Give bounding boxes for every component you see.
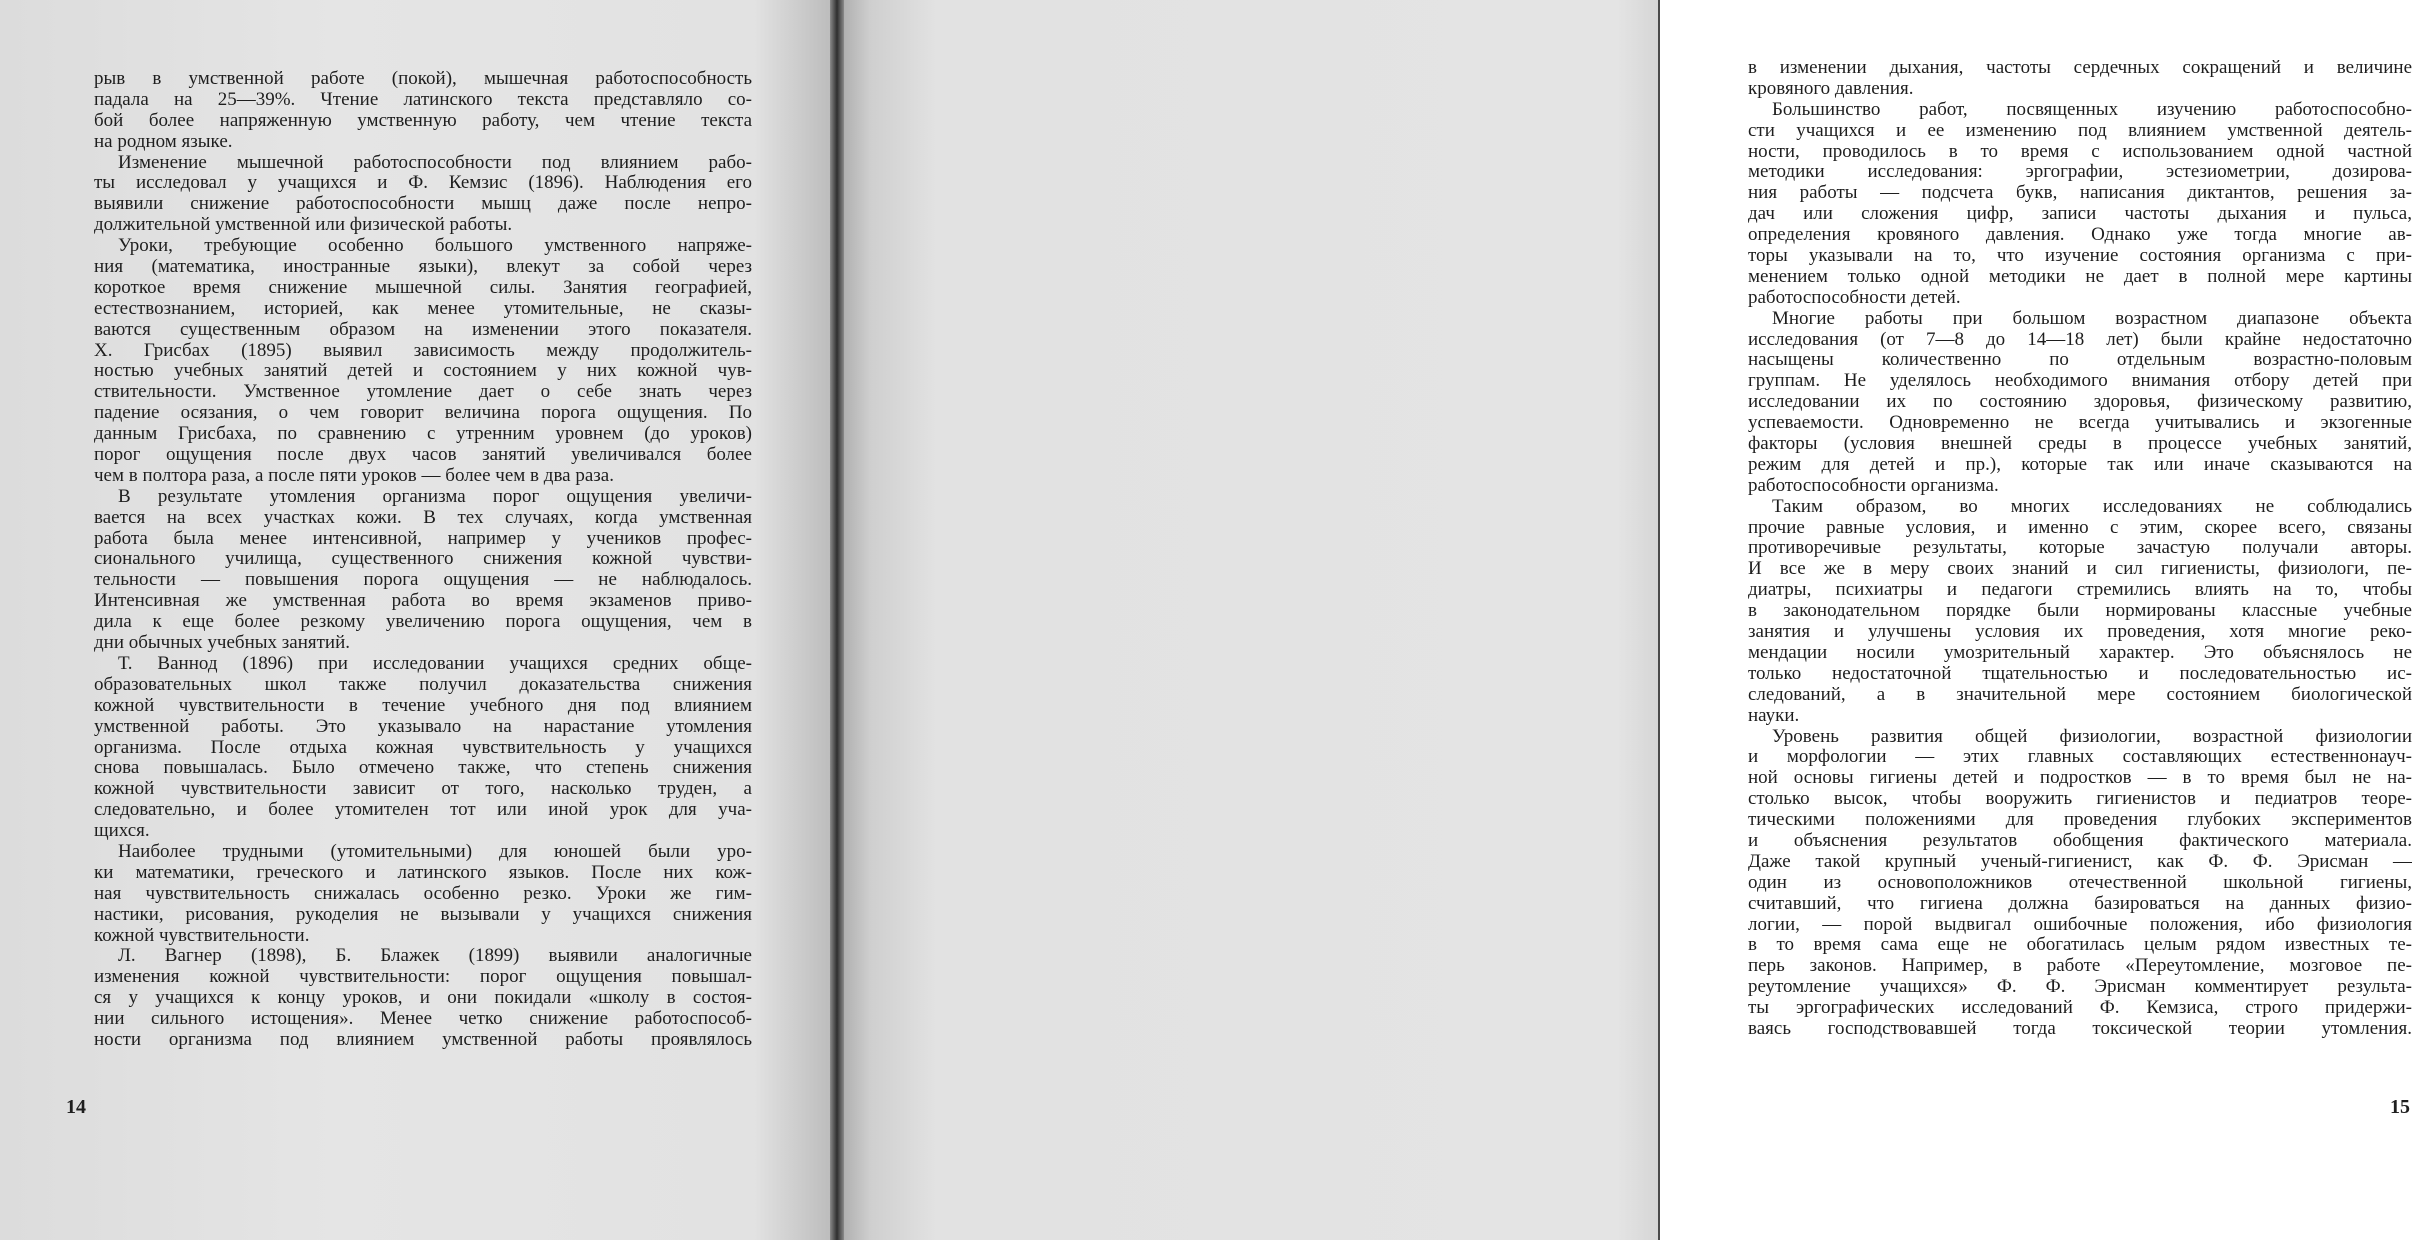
text-line: В результате утомления организма порог ощущения увеличи- — [118, 485, 752, 507]
text-line: кожной чувствительности зависит от того, насколько труден, а — [94, 778, 752, 800]
text-line: и морфологии — этих главных составляющих естественнонауч- — [1748, 746, 2412, 768]
text-line: следований, а в значительной мере состоянием биологической — [1748, 683, 2412, 705]
text-line: выявили снижение работоспособности мышц даже после непро- — [94, 193, 752, 215]
text-line: Интенсивная же умственная работа во время экзаменов приво- — [94, 590, 752, 612]
text-line: исследования (от 7—8 до 14—18 лет) были крайне недостаточно — [1748, 328, 2412, 350]
text-line: настики, рисования, рукоделия не вызывали у учащихся снижения — [94, 903, 752, 925]
text-line: порог ощущения после двух часов занятий увеличивался более — [94, 444, 752, 466]
text-line: насыщены количественно по отдельным возрастно-половым — [1748, 349, 2412, 371]
text-line: изменения кожной чувствительности: порог ощущения повышал- — [94, 966, 752, 988]
text-line: Т. Ваннод (1896) при исследовании учащихся средних обще- — [118, 652, 752, 674]
text-line: прочие равные условия, и именно с этим, скорее всего, связаны — [1748, 516, 2412, 538]
text-line: Уровень развития общей физиологии, возрастной физиологии — [1772, 725, 2412, 747]
text-line: менением только одной методики не дает в полной мере картины — [1748, 265, 2412, 287]
text-line: работоспособности организма. — [1748, 474, 1999, 496]
text-line: Таким образом, во многих исследованиях не соблюдались — [1772, 495, 2412, 517]
text-line: группам. Не уделялось необходимого внимания отбору детей при — [1748, 370, 2412, 392]
text-line: умственной работы. Это указывало на нарастание утомления — [94, 715, 752, 737]
text-line: ствительности. Умственное утомление дает о себе знать через — [94, 381, 752, 403]
text-line: следовательно, и более утомителен тот или иной урок для уча- — [94, 799, 752, 821]
text-line: ная чувствительность снижалась особенно резко. Уроки же гим- — [94, 882, 752, 904]
text-line: ной основы гигиены детей и подростков — в то время был не на- — [1748, 767, 2412, 789]
text-line: ния работы — подсчета букв, написания диктантов, решения за- — [1748, 182, 2412, 204]
text-line: ности, проводилось в то время с использованием одной частной — [1748, 140, 2412, 162]
text-line: кожной чувствительности. — [94, 924, 310, 946]
text-line: чем в полтора раза, а после пяти уроков — более чем в два раза. — [94, 464, 614, 486]
text-line: организма. После отдыха кожная чувствительность у учащихся — [94, 736, 752, 758]
text-line: в законодательном порядке были нормированы классные учебные — [1748, 600, 2412, 622]
text-line: науки. — [1748, 704, 1800, 726]
text-line: естествознанием, историей, как менее утомительные, не сказы- — [94, 297, 752, 319]
text-line: сти учащихся и ее изменению под влиянием умственной деятель- — [1748, 119, 2412, 141]
text-line: логии, — порой выдвигал ошибочные положения, ибо физиология — [1748, 913, 2412, 935]
text-line: Многие работы при большом возрастном диапазоне объекта — [1772, 307, 2412, 329]
text-line: образовательных школ также получил доказательства снижения — [94, 673, 752, 695]
text-line: кровяного давления. — [1748, 77, 1914, 99]
text-line: ния (математика, иностранные языки), влекут за собой через — [94, 256, 752, 278]
text-line: ности организма под влиянием умственной работы проявлялось — [94, 1028, 752, 1050]
right-page-number: 15 — [2390, 1096, 2410, 1118]
text-line: И все же в меру своих знаний и сил гигиенисты, физиологи, пе- — [1748, 558, 2412, 580]
text-line: кожной чувствительности в течение учебного дня под влиянием — [94, 694, 752, 716]
text-line: реутомление учащихся» Ф. Ф. Эрисман комментирует результа- — [1748, 976, 2412, 998]
text-line: на родном языке. — [94, 130, 233, 152]
text-line: методики исследования: эргографии, эстезиометрии, дозирова- — [1748, 161, 2412, 183]
left-page-text — [94, 69, 752, 1051]
text-line: факторы (условия внешней среды в процессе учебных занятий, — [1748, 433, 2412, 455]
text-line: ты исследовал у учащихся и Ф. Кемзис (1896). Наблюдения его — [94, 172, 752, 194]
text-line: сионального училища, существенного снижения кожной чувстви- — [94, 548, 752, 570]
text-line: работа была менее интенсивной, например у учеников профес- — [94, 527, 752, 549]
book-gutter — [830, 0, 844, 1240]
text-line: рыв в умственной работе (покой), мышечная работоспособность — [94, 68, 752, 89]
text-line: снова повышалась. Было отмечено также, что степень снижения — [94, 757, 752, 779]
text-line: тельности — повышения порога ощущения — не наблюдалось. — [94, 569, 752, 591]
text-line: диатры, психиатры и педагоги стремились влиять на то, чтобы — [1748, 579, 2412, 601]
right-page — [838, 0, 2412, 1240]
text-line: Большинство работ, посвященных изучению работоспособно- — [1772, 98, 2412, 120]
text-line: нии сильного истощения». Менее четко снижение работоспособ- — [94, 1008, 752, 1030]
text-line: Наиболее трудными (утомительными) для юношей были уро- — [118, 840, 752, 862]
text-line: один из основоположников отечественной школьной гигиены, — [1748, 871, 2412, 893]
text-line: дач или сложения цифр, записи частоты дыхания и пульса, — [1748, 203, 2412, 225]
text-line: определения кровяного давления. Однако уже тогда многие ав- — [1748, 224, 2412, 246]
text-line: ки математики, греческого и латинского языков. После них кож- — [94, 861, 752, 883]
text-line: Изменение мышечной работоспособности под влиянием рабо- — [118, 151, 752, 173]
text-line: только недостаточной тщательностью и последовательностью ис- — [1748, 662, 2412, 684]
text-line: ты эргографических исследований Ф. Кемзиса, строго придержи- — [1748, 997, 2412, 1019]
text-line: успеваемости. Одновременно не всегда учитывались и экзогенные — [1748, 412, 2412, 434]
text-line: в то время сама еще не обогатилась целым рядом известных те- — [1748, 934, 2412, 956]
text-line: щихся. — [94, 820, 150, 842]
text-line: дни обычных учебных занятий. — [94, 632, 350, 654]
text-line: ваются существенным образом на изменении этого показателя. — [94, 318, 752, 340]
text-line: падение осязания, о чем говорит величина порога ощущения. По — [94, 402, 752, 424]
left-page-number: 14 — [66, 1096, 86, 1118]
text-line: работоспособности детей. — [1748, 286, 1961, 308]
text-line: занятия и улучшены условия их проведения, хотя многие реко- — [1748, 621, 2412, 643]
text-line: режим для детей и пр.), которые так или иначе сказываются на — [1748, 453, 2412, 475]
text-line: ностью учебных занятий детей и состоянием у них кожной чув- — [94, 360, 752, 382]
text-line: ся у учащихся к концу уроков, и они покидали «школу в состоя- — [94, 987, 752, 1009]
text-line: ваясь господствовавшей тогда токсической теории утомления. — [1748, 1017, 2412, 1039]
text-line: данным Грисбаха, по сравнению с утренним уровнем (до уроков) — [94, 423, 752, 445]
text-line: торы указывали на то, что изучение состояния организма с при- — [1748, 245, 2412, 267]
text-line: исследовании их по состоянию здоровья, физическому развитию, — [1748, 391, 2412, 413]
text-line: дила к еще более резкому увеличению порога ощущения, чем в — [94, 611, 752, 633]
text-line: тическими положениями для проведения глубоких экспериментов — [1748, 809, 2412, 831]
text-line: вается на всех участках кожи. В тех случаях, когда умственная — [94, 506, 752, 528]
text-line: столько высок, чтобы вооружить гигиенистов и педиатров теоре- — [1748, 788, 2412, 810]
text-line: Х. Грисбах (1895) выявил зависимость между продолжитель- — [94, 339, 752, 361]
text-line: в изменении дыхания, частоты сердечных сокращений и величине — [1748, 57, 2412, 78]
text-line: мендации носили умозрительный характер. Это объяснялось не — [1748, 641, 2412, 663]
text-line: считавший, что гигиена должна базироваться на данных физио- — [1748, 892, 2412, 914]
text-line: Л. Вагнер (1898), Б. Блажек (1899) выявили аналогичные — [118, 945, 752, 967]
text-line: Даже такой крупный ученый-гигиенист, как Ф. Ф. Эрисман — — [1748, 850, 2412, 872]
text-line: перь законов. Например, в работе «Переутомление, мозговое пе- — [1748, 955, 2412, 977]
text-line: бой более напряженную умственную работу, чем чтение текста — [94, 109, 752, 131]
right-page-text — [1748, 58, 2412, 1040]
text-line: противоречивые результаты, которые зачастую получали авторы. — [1748, 537, 2412, 559]
text-line: должительной умственной или физической работы. — [94, 214, 513, 236]
left-page — [0, 0, 838, 1240]
text-line: Уроки, требующие особенно большого умственного напряже- — [118, 235, 752, 257]
text-line: короткое время снижение мышечной силы. Занятия географией, — [94, 276, 752, 298]
text-line: и объяснения результатов обобщения фактического материала. — [1748, 829, 2412, 851]
text-line: падала на 25—39%. Чтение латинского текста представляло со- — [94, 88, 752, 110]
